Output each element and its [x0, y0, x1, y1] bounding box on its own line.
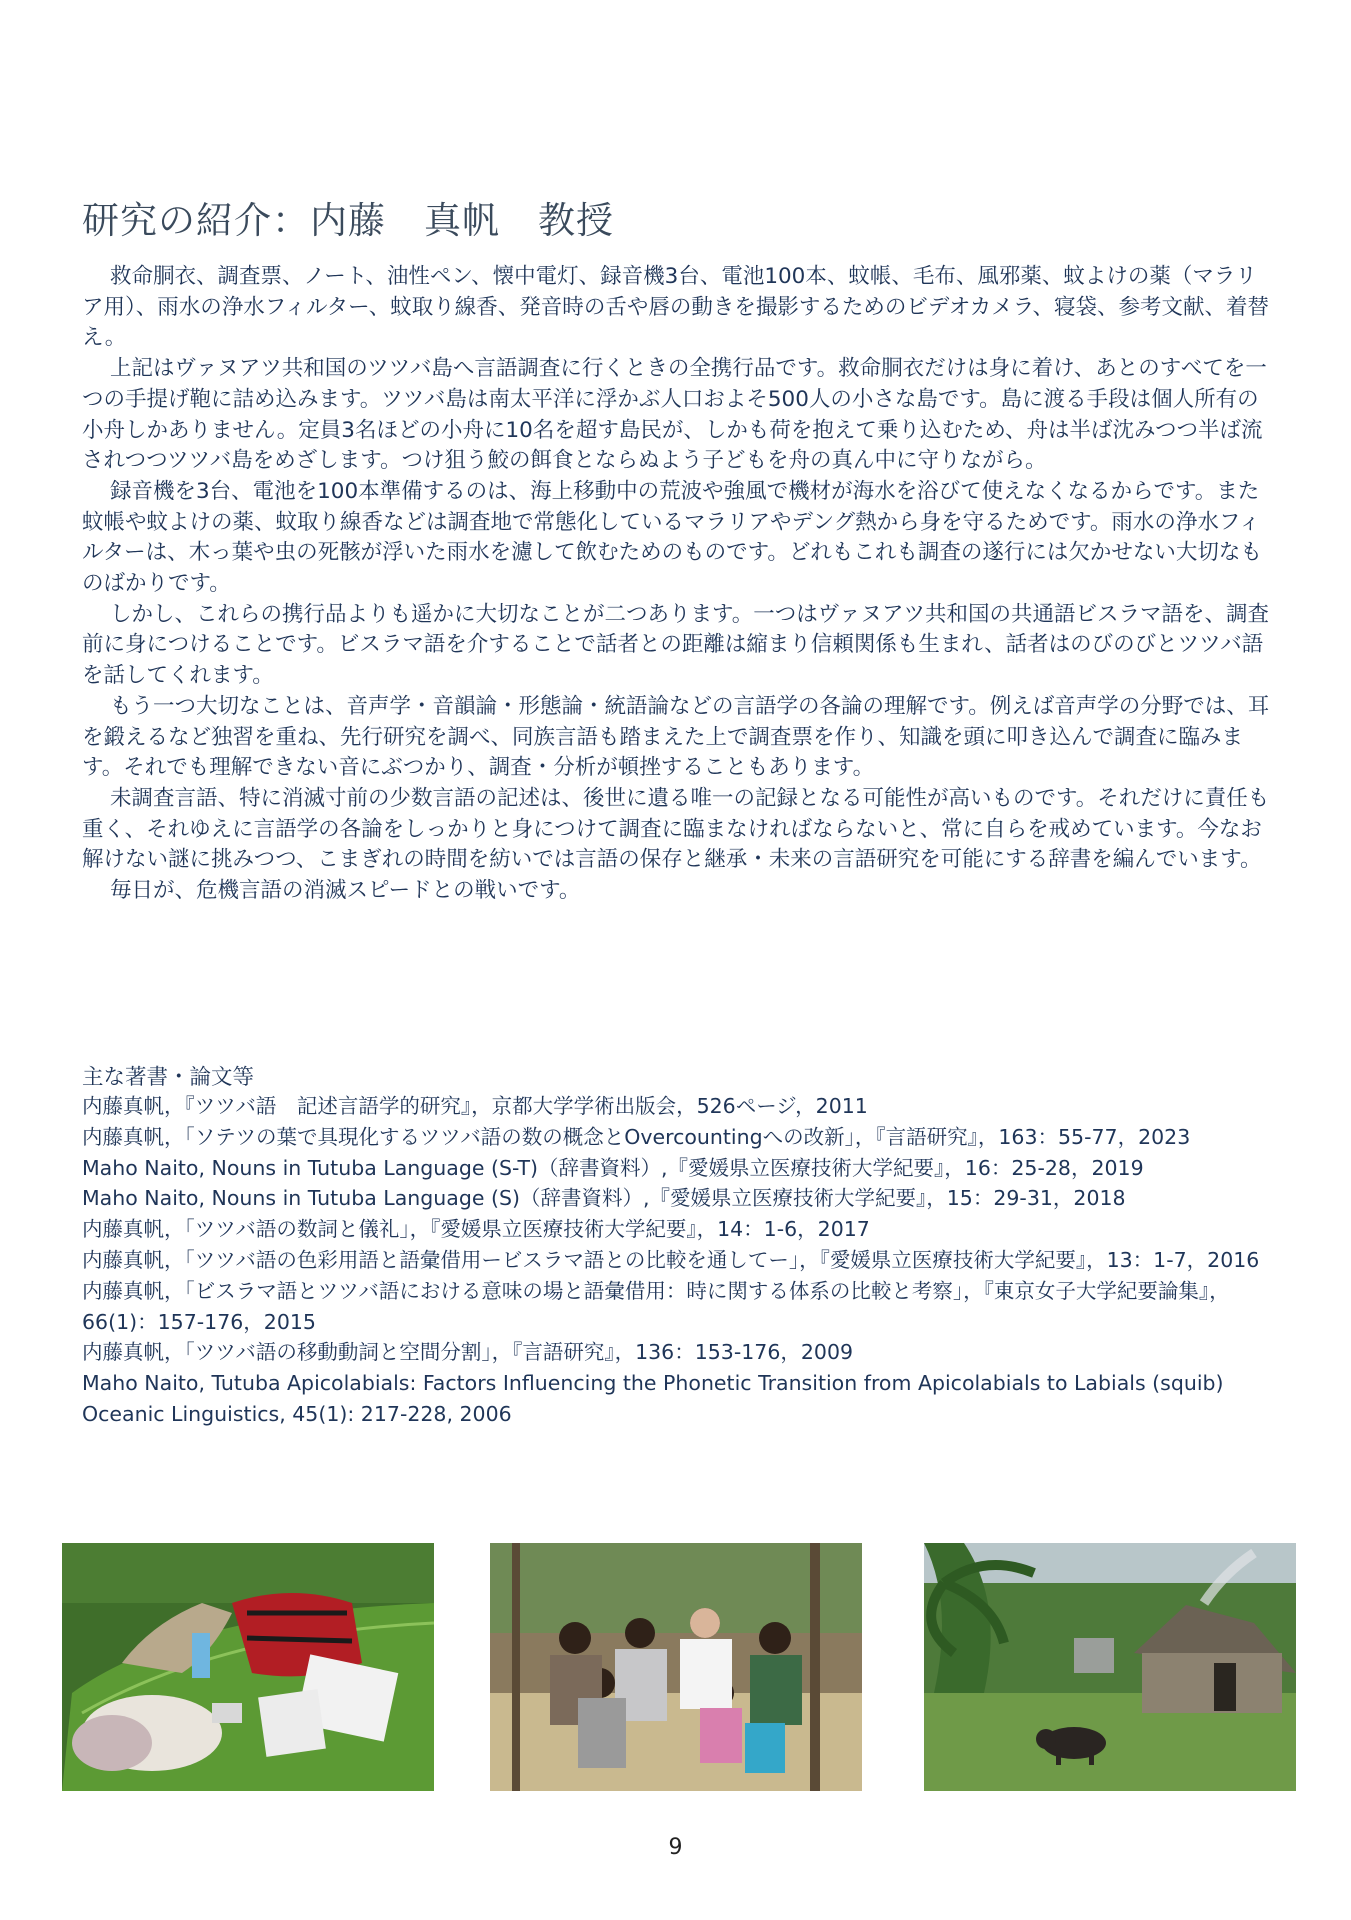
publications-list [82, 1091, 1277, 1430]
publications-heading: 主な著書・論文等 [82, 1065, 255, 1090]
photo-hut-and-pig [924, 1543, 1296, 1791]
publication-item: 内藤真帆，「ビスラマ語とツツバ語における意味の場と語彙借用：時に関する体系の比較と考察」，『東京女子大学紀要論集』，66(1)：157-176，2015 [82, 1278, 1230, 1334]
publication-item: 内藤真帆，「ソテツの葉で具現化するツツバ語の数の概念とOvercountingへの改新」，『言語研究』，163：55-77，2023 [82, 1124, 1191, 1149]
paragraph-closing: 毎日が、危機言語の消滅スピードとの戦いです。 [109, 878, 581, 904]
page-title: 研究の紹介：内藤 真帆 教授 [82, 199, 614, 242]
publication-item: Maho Naito, Nouns in Tutuba Language (S)（辞書資料）,『愛媛県立医療技術大学紀要』，15：29-31，2018 [82, 1186, 1126, 1211]
publication-item: Maho Naito, Nouns in Tutuba Language (S-T)（辞書資料）,『愛媛県立医療技術大学紀要』，16：25-28，2019 [82, 1155, 1144, 1180]
publication-item: 内藤真帆，「ツツバ語の移動動詞と空間分割」，『言語研究』，136：153-176，2009 [82, 1340, 854, 1365]
article-body [82, 262, 1272, 907]
publication-item: 内藤真帆，「ツツバ語の色彩用語と語彙借用ービスラマ語との比較を通してー」，『愛媛県立医療技術大学紀要』，13：1-7，2016 [82, 1247, 1260, 1272]
paragraph-linguistics: もう一つ大切なことは、音声学・音韻論・形態論・統語論などの言語学の各論の理解です。例えば音声学の分野では、耳を鍛えるなど独習を重ね、先行研究を調べ、同族言語も踏まえた上で調査票を作り、知識を頭に叩き込んで調査に臨みます。それでも理解できない音にぶつかり、調査・分析が頓挫することもあります。 [82, 693, 1270, 781]
publication-item: Maho Naito, Tutuba Apicolabials: Factors Influencing the Phonetic Transition from Apicolabials to Labials (squib) Oceanic Linguistics, 45(1): 217-228, 2006 [82, 1371, 1224, 1426]
publication-item: 内藤真帆，「ツツバ語の数詞と儀礼」，『愛媛県立医療技術大学紀要』，14：1-6，2017 [82, 1217, 870, 1242]
photo-equipment-on-leaf [62, 1543, 434, 1791]
paragraph-island-travel: 上記はヴァヌアツ共和国のツツバ島へ言語調査に行くときの全携行品です。救命胴衣だけは身に着け、あとのすべてを一つの手提げ鞄に詰め込みます。ツツバ島は南太平洋に浮かぶ人口およそ500人の小さな島です。島に渡る手段は個人所有の小舟しかありません。定員3名ほどの小舟に10名を超す島民が、しかも荷を抱えて乗り込むため、舟は半ば沈みつつ半ば流されつつツツバ島をめざします。つけ狙う鮫の餌食とならぬよう子どもを舟の真ん中に守りながら。 [82, 356, 1267, 474]
paragraph-bislama: しかし、これらの携行品よりも遥かに大切なことが二つあります。一つはヴァヌアツ共和国の共通語ビスラマ語を、調査前に身につけることです。ビスラマ語を介することで話者との距離は縮まり信頼関係も生まれ、話者はのびのびとツツバ語を話してくれます。 [82, 601, 1270, 689]
paragraph-responsibility: 未調査言語、特に消滅寸前の少数言語の記述は、後世に遺る唯一の記録となる可能性が高いものです。それだけに責任も重く、それゆえに言語学の各論をしっかりと身につけて調査に臨まなければならないと、常に自らを戒めています。今なお解けない謎に挑みつつ、こまぎれの時間を紡いでは言語の保存と継承・未来の言語研究を可能にする辞書を編んでいます。 [82, 785, 1270, 873]
publication-item: 内藤真帆，『ツツバ語 記述言語学的研究』，京都大学学術出版会，526ページ，2011 [82, 1094, 868, 1118]
photo-villagers-group [490, 1543, 862, 1791]
paragraph-equipment-reasons: 録音機を3台、電池を100本準備するのは、海上移動中の荒波や強風で機材が海水を浴びて使えなくなるからです。また蚊帳や蚊よけの薬、蚊取り線香などは調査地で常態化しているマラリアやデング熱から身を守るためです。雨水の浄水フィルターは、木っ葉や虫の死骸が浮いた雨水を濾して飲むためのものです。どれもこれも調査の遂行には欠かせない大切なものばかりです。 [82, 478, 1262, 597]
paragraph-items-list: 救命胴衣、調査票、ノート、油性ペン、懐中電灯、録音機3台、電池100本、蚊帳、毛布、風邪薬、蚊よけの薬（マラリア用）、雨水の浄水フィルター、蚊取り線香、発音時の舌や唇の動きを撮影するためのビデオカメラ、寝袋、参考文献、着替え。 [82, 264, 1270, 351]
page-number: 9 [668, 1835, 683, 1860]
